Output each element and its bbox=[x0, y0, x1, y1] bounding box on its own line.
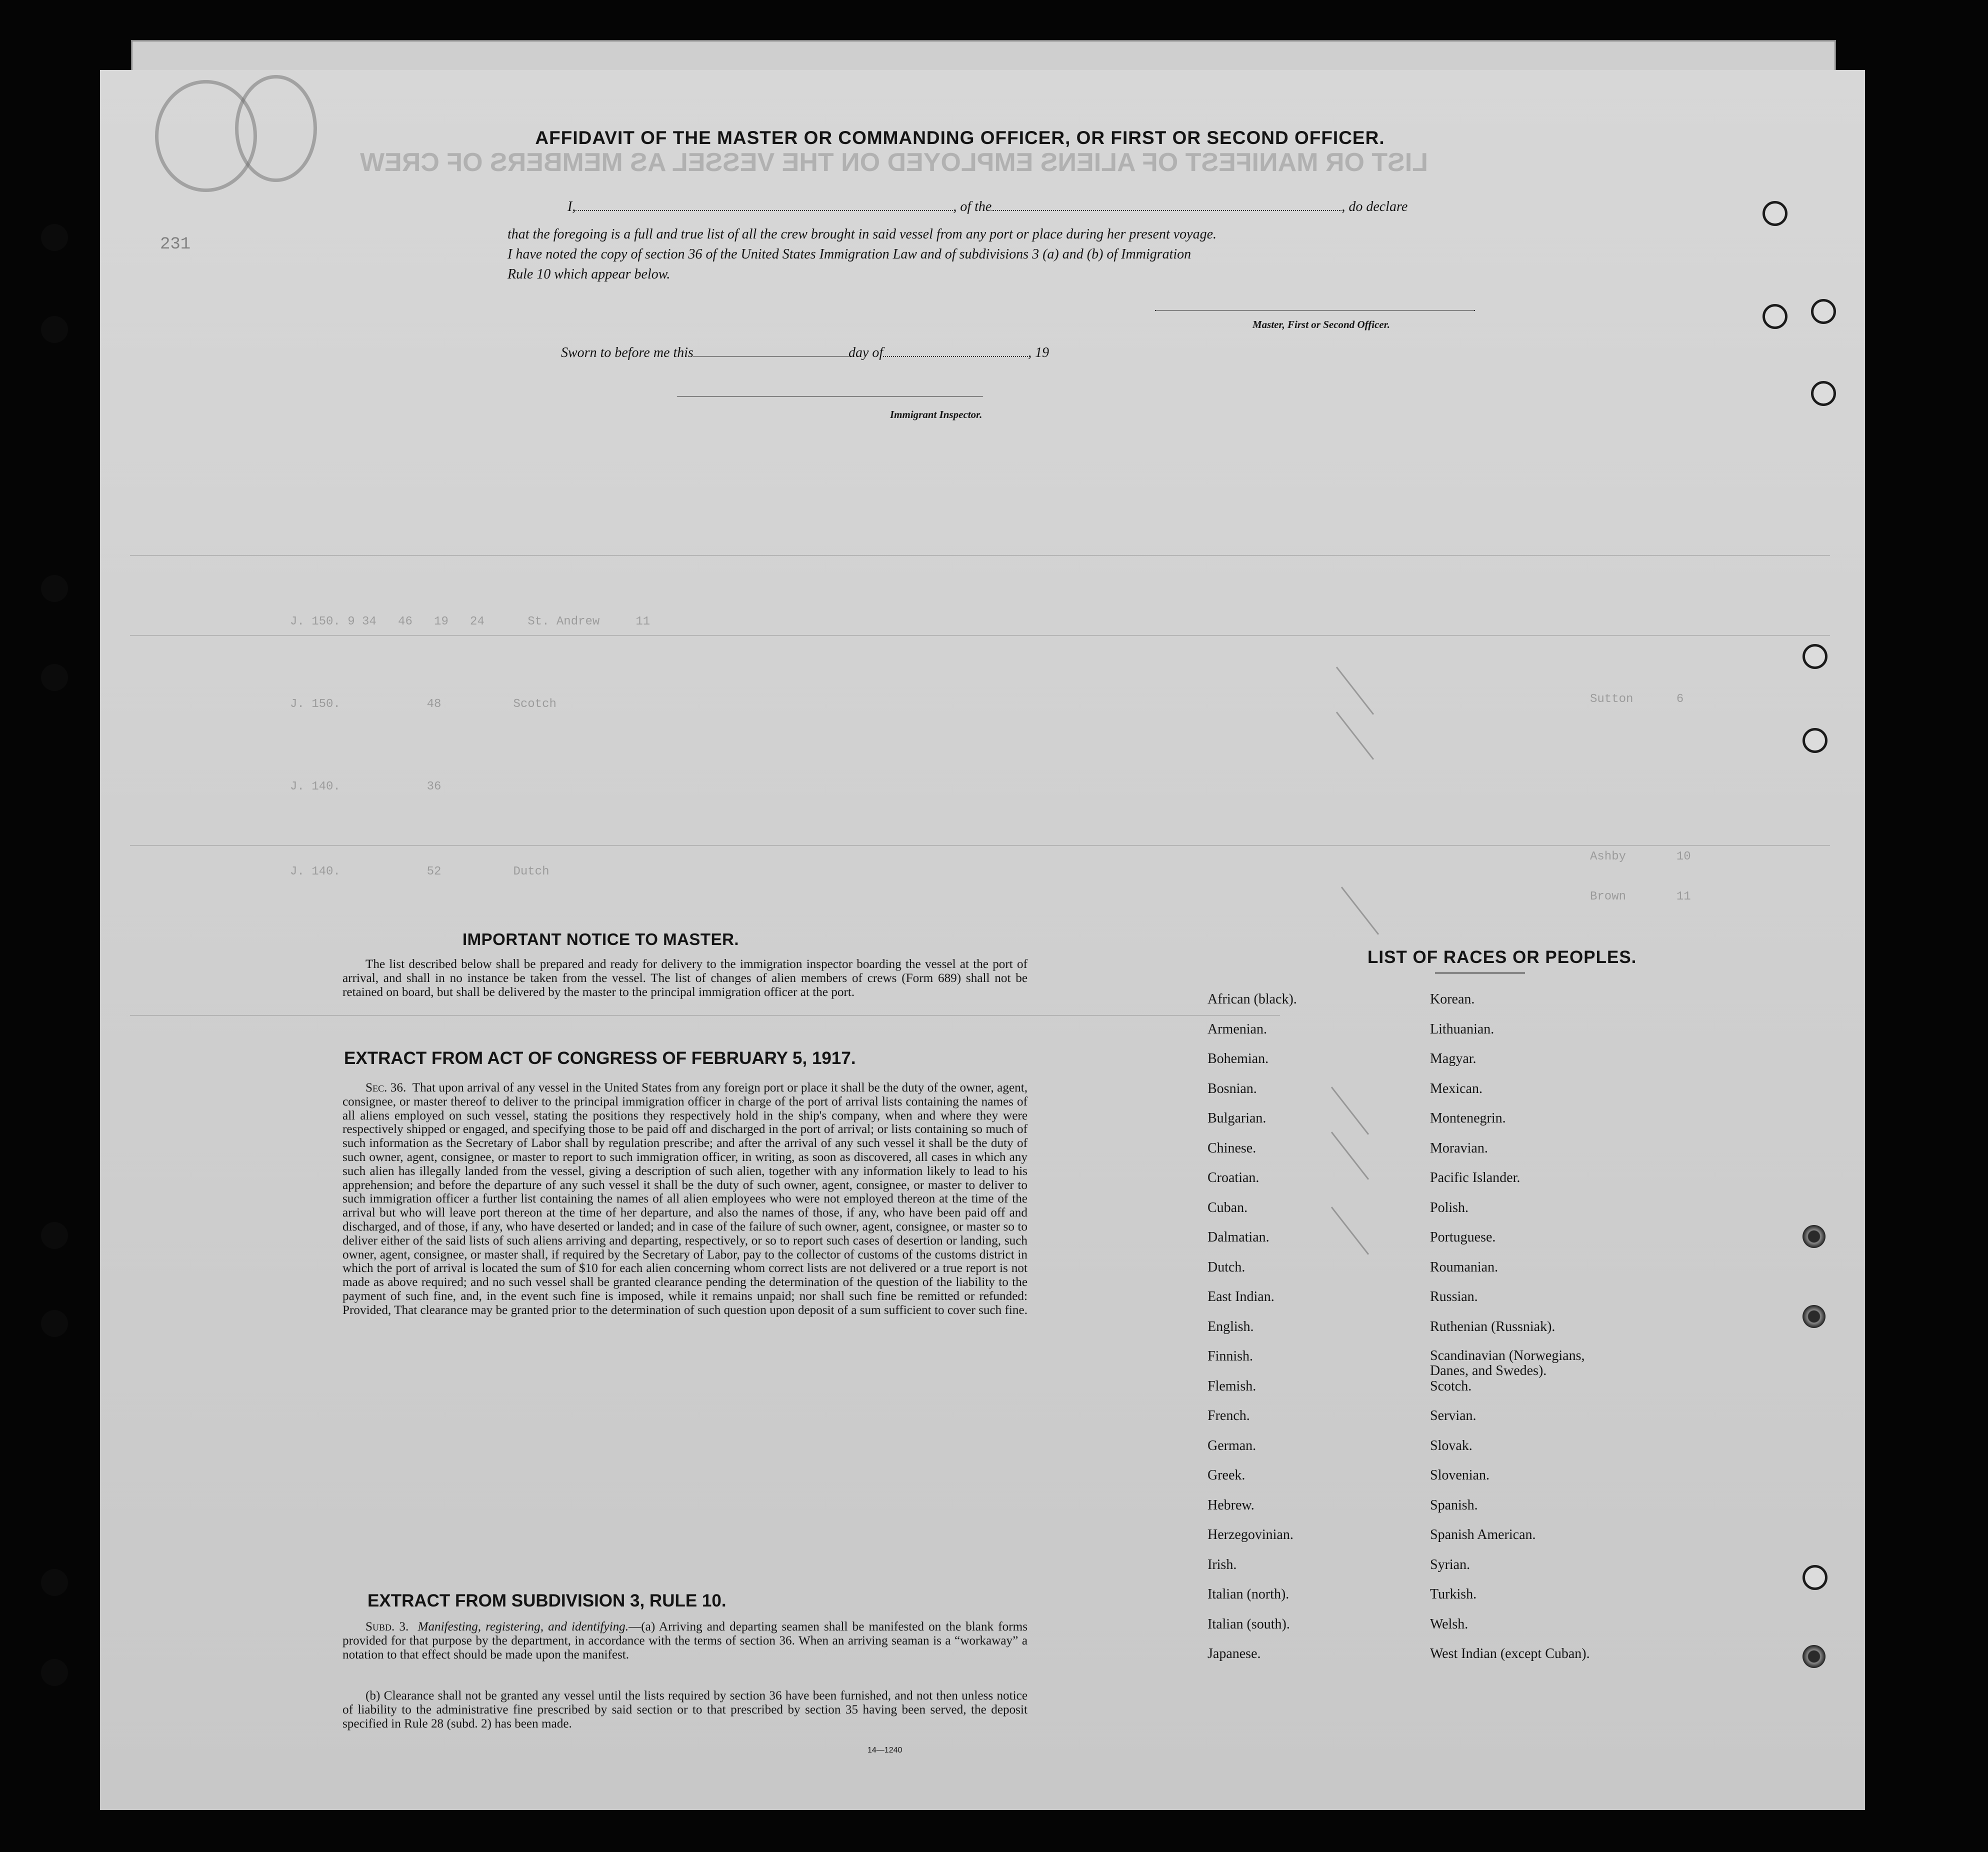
ghost-rule bbox=[130, 555, 1830, 556]
race-item: Lithuanian. bbox=[1430, 1021, 1494, 1037]
race-item: Flemish. bbox=[1208, 1378, 1256, 1394]
race-item: English. bbox=[1208, 1318, 1254, 1334]
ghost-row: Sutton 6 bbox=[1590, 692, 1684, 706]
race-item: Portuguese. bbox=[1430, 1230, 1496, 1245]
name-blank[interactable] bbox=[576, 201, 953, 211]
race-item: Spanish American. bbox=[1430, 1527, 1536, 1542]
binder-hole bbox=[41, 1222, 68, 1249]
race-item: Servian. bbox=[1430, 1408, 1476, 1424]
race-item: Bulgarian. bbox=[1208, 1110, 1266, 1126]
race-item: Irish. bbox=[1208, 1556, 1237, 1572]
race-item: Russian. bbox=[1430, 1289, 1478, 1304]
race-item: Armenian. bbox=[1208, 1021, 1267, 1037]
ghost-check-mark bbox=[1331, 1132, 1369, 1180]
rule-body-a: —(a) Arriving and departing seamen shall be manifested on the blank forms provided for that purpose by the department, in accordance with the terms of section 36. When an arriving seaman is a “workaway” a notation to that effect should be made upon the manifest. bbox=[342, 1620, 1028, 1662]
race-item: Korean. bbox=[1430, 992, 1475, 1007]
race-item: Scotch. bbox=[1430, 1378, 1472, 1394]
sworn-year: , 19 bbox=[1028, 345, 1050, 360]
races-list-left bbox=[1208, 992, 1297, 1676]
ghost-row: J. 150. 9 34 46 19 24 St. Andrew 11 bbox=[290, 615, 650, 628]
affidavit-line-2: that the foregoing is a full and true list of all the crew brought in said vessel from any port or place during her present voyage. bbox=[508, 226, 1217, 242]
race-item: Dalmatian. bbox=[1208, 1230, 1270, 1245]
ghost-row: Ashby 10 bbox=[1590, 850, 1691, 864]
affidavit-of-the: , of the bbox=[953, 199, 992, 214]
race-item: Slovak. bbox=[1430, 1438, 1472, 1454]
binder-ring bbox=[1802, 1305, 1826, 1328]
binder-ring bbox=[1762, 201, 1788, 226]
rule-heading: EXTRACT FROM SUBDIVISION 3, RULE 10. bbox=[368, 1591, 726, 1610]
race-item: Italian (north). bbox=[1208, 1586, 1290, 1602]
ghost-rule bbox=[130, 1015, 1280, 1016]
race-item: Chinese. bbox=[1208, 1140, 1256, 1156]
sworn-month-blank[interactable] bbox=[883, 347, 1028, 357]
binder-hole bbox=[41, 1310, 68, 1337]
rule-lead: Subd. 3. bbox=[366, 1620, 409, 1634]
act-section-lead: Sec. 36. bbox=[366, 1081, 406, 1094]
act-section-body: That upon arrival of any vessel in the United States from any foreign port or place it shall be the duty of the owner, agent, consignee, or master thereof to deliver to the principal immigration officer in charge of the port of arrival lists containing the names of all aliens employed on such vessel, stating the positions they respectively hold in the ship's company, when and where they were respectively shipped or engaged, and specifying those to be paid off and discharged in the port of arrival; or lists containing so much of such information as the Secretary of Labor shall by regulation prescribe; and after the arrival of any such vessel it shall be the duty of such owner, agent, consignee, or master to report to such immigration officer, in writing, as soon as discovered, all cases in which any such alien has illegally landed from the vessel, giving a description of such alien, together with any information likely to lead to his apprehension; and before the departure of any such vessel it shall be the duty of such owner, agent, consignee, or master to deliver to such immigration officer a further list containing the names of all alien employees who were not employed thereon at the time of the arrival but who will leave port thereon at the time of her departure, and also the names of those, if any, who have been paid off and discharged, and of those, if any, who have deserted or landed; and in case of the failure of such owner, agent, consignee, or master so to deliver either of the said lists of such aliens arriving and departing, respectively, or so to report such cases of desertion or landing, such owner, agent, consignee, or master shall, if required by the Secretary of Labor, pay to the collector of customs of the customs district in which the port of arrival is located the sum of $10 for each alien concerning whom correct lists are not delivered or a true report is not made as above required; and no such vessel shall be granted clearance pending the determination of the question of the liability to the payment of such fine, and, in the event such fine is imposed, while it remains unpaid; nor shall such fine be remitted or refunded: Provided, That clearance may be granted prior to the determination of such question upon deposit of a sum sufficient to cover such fine. bbox=[342, 1081, 1028, 1317]
notice-heading: IMPORTANT NOTICE TO MASTER. bbox=[462, 930, 740, 948]
affidavit-title: AFFIDAVIT OF THE MASTER OR COMMANDING OFFICER, OR FIRST OR SECOND OFFICER. bbox=[535, 128, 1385, 148]
race-item: French. bbox=[1208, 1408, 1250, 1424]
rule-title: Manifesting, registering, and identifying. bbox=[418, 1620, 629, 1634]
race-item: Slovenian. bbox=[1430, 1468, 1490, 1483]
form-number: 14—1240 bbox=[868, 1746, 902, 1754]
binder-ring bbox=[1811, 381, 1836, 406]
race-item: Mexican. bbox=[1430, 1080, 1482, 1096]
race-item: Herzegovinian. bbox=[1208, 1527, 1294, 1542]
race-item: Syrian. bbox=[1430, 1556, 1470, 1572]
ghost-row: J. 140. 52 Dutch bbox=[290, 865, 550, 878]
binder-ring bbox=[1802, 728, 1828, 753]
ghost-check-mark bbox=[1331, 1086, 1369, 1134]
races-list-right bbox=[1430, 992, 1620, 1676]
ghost-row: Brown 11 bbox=[1590, 890, 1691, 904]
affidavit-line-4: Rule 10 which appear below. bbox=[508, 266, 670, 282]
bleed-through-number: 231 bbox=[160, 235, 191, 254]
binder-hole bbox=[41, 224, 68, 251]
binder-hole bbox=[41, 1659, 68, 1686]
ghost-row: J. 150. 48 Scotch bbox=[290, 698, 556, 711]
race-item: Turkish. bbox=[1430, 1586, 1477, 1602]
binder-ring bbox=[1762, 304, 1788, 329]
inspector-signature-line[interactable] bbox=[678, 396, 982, 397]
race-item: Ruthenian (Russniak). bbox=[1430, 1318, 1556, 1334]
race-item: Magyar. bbox=[1430, 1051, 1476, 1066]
inspector-signature-label: Immigrant Inspector. bbox=[890, 408, 982, 420]
race-item: Italian (south). bbox=[1208, 1616, 1290, 1632]
affidavit-line-3: I have noted the copy of section 36 of the United States Immigration Law and of subdivisions 3 (a) and (b) of Immigration bbox=[508, 246, 1192, 262]
sworn-prefix: Sworn to before me this bbox=[561, 345, 694, 360]
race-item: Croatian. bbox=[1208, 1170, 1260, 1186]
binder-hole bbox=[41, 1569, 68, 1596]
race-item: Japanese. bbox=[1208, 1646, 1261, 1662]
ghost-row: J. 140. 36 bbox=[290, 780, 442, 794]
ghost-check-mark bbox=[1341, 886, 1379, 934]
affidavit-i: I, bbox=[568, 199, 576, 214]
binder-ring bbox=[1802, 1645, 1826, 1668]
race-item: East Indian. bbox=[1208, 1289, 1274, 1304]
races-heading-rule bbox=[1435, 972, 1525, 974]
race-item: Dutch. bbox=[1208, 1259, 1246, 1275]
race-item: Polish. bbox=[1430, 1200, 1469, 1216]
race-item: Cuban. bbox=[1208, 1200, 1248, 1216]
sworn-day-blank[interactable] bbox=[694, 347, 848, 357]
race-item: Greek. bbox=[1208, 1468, 1246, 1483]
affidavit-do-declare: , do declare bbox=[1342, 199, 1408, 214]
race-item: Hebrew. bbox=[1208, 1497, 1254, 1513]
sworn-day-of: day of bbox=[848, 345, 884, 360]
race-item: Welsh. bbox=[1430, 1616, 1468, 1632]
races-heading: LIST OF RACES OR PEOPLES. bbox=[1368, 948, 1637, 967]
race-item: Scandinavian (Norwegians, Danes, and Swedes). bbox=[1430, 1348, 1585, 1378]
sworn-line bbox=[561, 345, 1049, 361]
binder-ring bbox=[1802, 1565, 1828, 1590]
manifest-sheet bbox=[100, 70, 1865, 1810]
notice-text: The list described below shall be prepared and ready for delivery to the immigration inspector boarding the vessel at the port of arrival, and shall in no instance be taken from the vessel. The list of changes of alien members of crews (Form 689) shall not be retained on board, but shall be delivered by the master to the principal immigration officer at the port. bbox=[342, 958, 1028, 999]
binder-hole bbox=[41, 316, 68, 343]
ghost-rule bbox=[130, 635, 1830, 636]
binder-hole bbox=[41, 575, 68, 602]
bleed-through-title: LIST OR MANIFEST OF ALIENS EMPLOYED ON THE VESSEL AS MEMBERS OF CREW bbox=[360, 148, 1428, 177]
ghost-check-mark bbox=[1336, 666, 1374, 714]
master-signature-line[interactable] bbox=[1155, 310, 1475, 311]
ghost-rule bbox=[130, 845, 1830, 846]
affidavit-declaration-line bbox=[568, 199, 1408, 215]
binder-ring bbox=[1802, 1225, 1826, 1248]
act-heading: EXTRACT FROM ACT OF CONGRESS OF FEBRUARY 5, 1917. bbox=[344, 1048, 856, 1068]
race-item: Pacific Islander. bbox=[1430, 1170, 1520, 1186]
race-item: Roumanian. bbox=[1430, 1259, 1498, 1275]
race-item: Montenegrin. bbox=[1430, 1110, 1506, 1126]
race-item: Moravian. bbox=[1430, 1140, 1488, 1156]
binder-ring bbox=[1802, 644, 1828, 669]
race-item: Spanish. bbox=[1430, 1497, 1478, 1513]
race-item: African (black). bbox=[1208, 992, 1297, 1007]
binder-ring bbox=[1811, 299, 1836, 324]
rule-text-b: (b) Clearance shall not be granted any vessel until the lists required by section 36 have been furnished, and not then unless notice of liability to the administrative fine prescribed by said section or to that prescribed by section 35 having been served, the deposit specified in Rule 28 (subd. 2) has been made. bbox=[342, 1689, 1028, 1730]
ghost-check-mark bbox=[1331, 1206, 1369, 1254]
vessel-blank[interactable] bbox=[992, 201, 1342, 211]
rule-text-a bbox=[342, 1620, 1028, 1662]
race-item: Bohemian. bbox=[1208, 1051, 1269, 1066]
binder-hole bbox=[41, 664, 68, 691]
ghost-check-mark bbox=[1336, 712, 1374, 760]
race-item: Finnish. bbox=[1208, 1348, 1254, 1364]
act-text bbox=[342, 1081, 1028, 1318]
master-signature-label: Master, First or Second Officer. bbox=[1252, 318, 1390, 330]
race-item: West Indian (except Cuban). bbox=[1430, 1646, 1590, 1662]
race-item: Bosnian. bbox=[1208, 1080, 1257, 1096]
race-item: German. bbox=[1208, 1438, 1256, 1454]
